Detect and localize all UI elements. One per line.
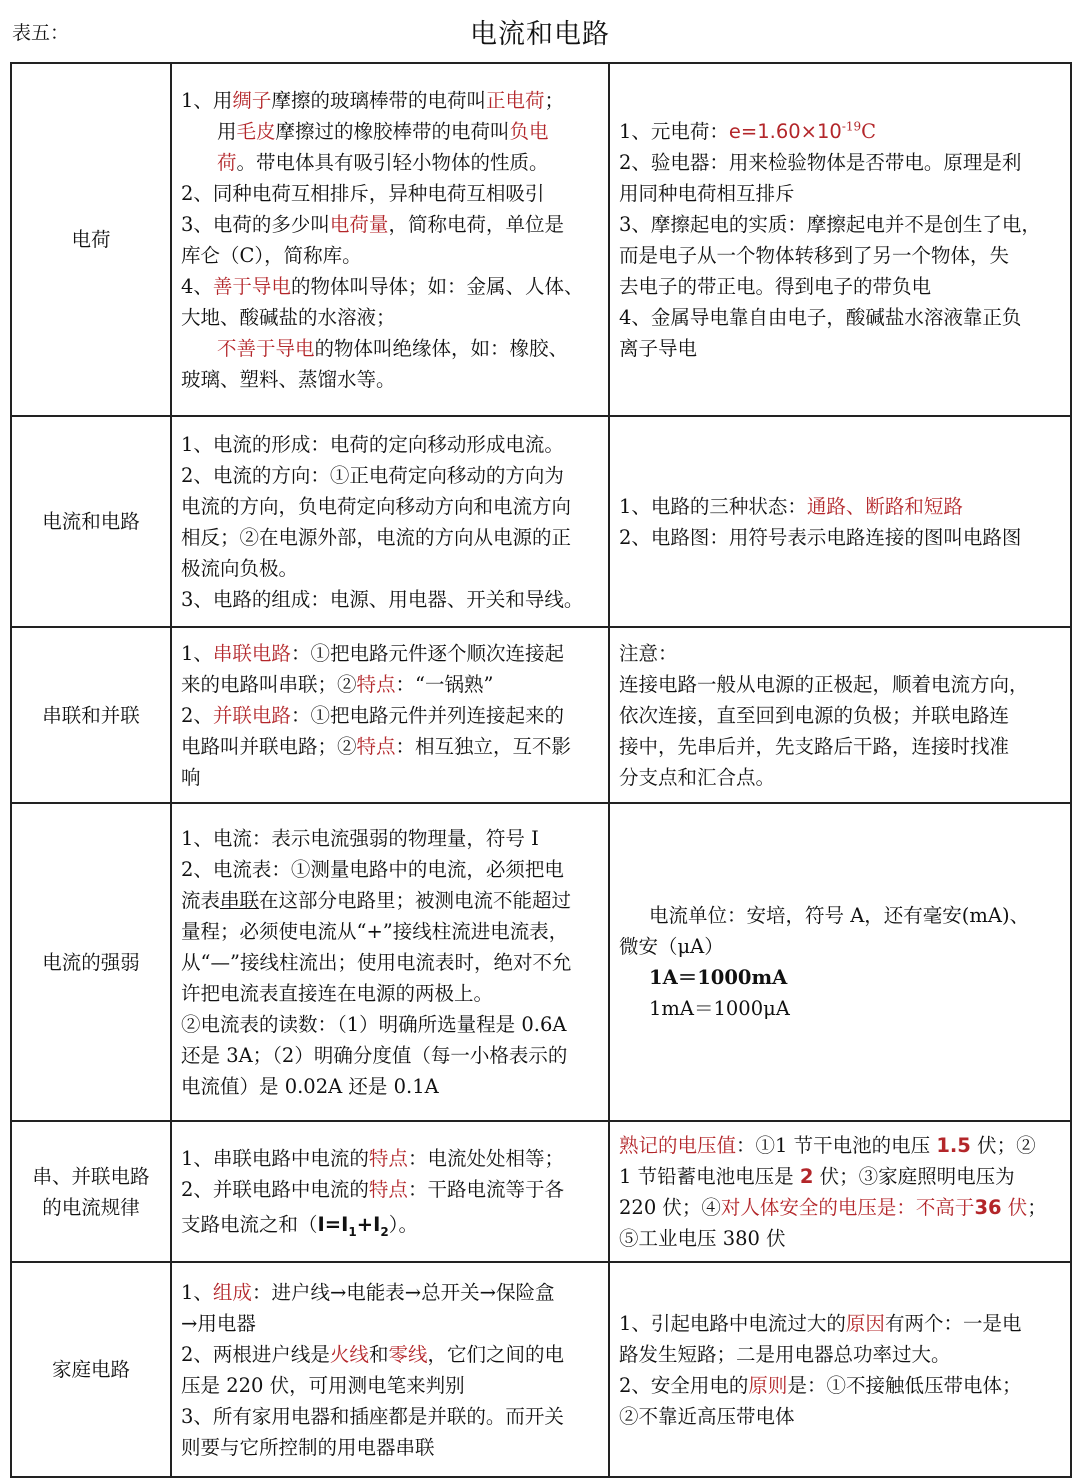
cell-content-b	[609, 1121, 1071, 1262]
table-label: 表五：	[12, 22, 70, 44]
cell-content-a	[171, 1121, 609, 1262]
text-line: 量程；必须使电流从“+”接线柱流进电流表，	[181, 919, 569, 943]
text-line: 1、元电荷：$e=1.60\times 10^{-19}C$	[619, 119, 877, 143]
text-line: 4、善于导电的物体叫导体；如：金属、人体、	[181, 274, 584, 298]
text-line: 1、串联电路：①把电路元件逐个顺次连接起	[181, 641, 564, 665]
cell-content-b	[609, 1262, 1071, 1477]
text-line: 则要与它所控制的用电器串联	[181, 1435, 435, 1459]
text-line: 荷。带电体具有吸引轻小物体的性质。	[217, 150, 549, 174]
text-line: 1A＝1000mA	[649, 966, 788, 989]
cell-content-a	[171, 416, 609, 627]
table-row-household-circuit	[11, 1262, 1071, 1477]
text-line: 电流的方向，负电荷定向移动方向和电流方向	[181, 494, 572, 518]
page-title: 电流和电路	[470, 19, 610, 50]
text-line: 1、电流：表示电流强弱的物理量，符号 I	[181, 826, 539, 850]
text-line: 库仑（C），简称库。	[181, 243, 362, 267]
row-name: 家庭电路	[11, 1262, 171, 1477]
text-line: 极流向负极。	[181, 556, 299, 580]
cell-content-b	[609, 416, 1071, 627]
text-line: 用同种电荷相互排斥	[619, 181, 795, 205]
table-row-current-circuit	[11, 416, 1071, 627]
text-line: 4、金属导电靠自由电子，酸碱盐水溶液靠正负	[619, 305, 1022, 329]
row-name-line: 串、并联电路	[32, 1164, 150, 1188]
row-name: 电荷	[11, 63, 171, 416]
text-line: 1、电路的三种状态：通路、断路和短路	[619, 494, 963, 518]
text-line: 电流值）是 0.02A 还是 0.1A	[181, 1074, 439, 1098]
summary-table	[10, 62, 1072, 1478]
table-row-current-strength	[11, 803, 1071, 1121]
text-line: 从“—”接线柱流出；使用电流表时，绝对不允	[181, 950, 572, 974]
text-line: 2、安全用电的原则是：①不接触低压带电体；	[619, 1373, 1022, 1397]
text-line: 去电子的带正电。得到电子的带负电	[619, 274, 932, 298]
text-line: 许把电流表直接连在电源的两极上。	[181, 981, 494, 1005]
table-row-series-parallel	[11, 627, 1071, 803]
text-line: 相反；②在电源外部，电流的方向从电源的正	[181, 525, 572, 549]
text-line: 大地、酸碱盐的水溶液；	[181, 305, 396, 329]
cell-content-b	[609, 627, 1071, 803]
text-line: 2、电流表：①测量电路中的电流，必须把电	[181, 857, 564, 881]
cell-content-a	[171, 627, 609, 803]
text-line: ②不靠近高压带电体	[619, 1404, 795, 1428]
text-line: 而是电子从一个物体转移到了另一个物体，失	[619, 243, 1010, 267]
row-name: 电流的强弱	[11, 803, 171, 1121]
text-line: 3、摩擦起电的实质：摩擦起电并不是创生了电，	[619, 212, 1041, 236]
text-line: 流表串联在这部分电路里；被测电流不能超过	[181, 888, 572, 912]
text-line: 压是 220 伏，可用测电笔来判别	[181, 1373, 465, 1397]
text-line: ⑤工业电压 380 伏	[619, 1226, 786, 1250]
table-row-charge	[11, 63, 1071, 416]
text-line: 来的电路叫串联；②特点：“一锅熟”	[181, 672, 494, 696]
text-line: 2、两根进户线是火线和零线，它们之间的电	[181, 1342, 564, 1366]
text-line: 电流单位：安培，符号 A，还有毫安(mA)、	[649, 904, 1030, 927]
text-line: 支路电流之和$(I=I_1+I_2)$。	[181, 1213, 418, 1239]
text-line: 1、组成：进户线→电能表→总开关→保险盒	[181, 1280, 555, 1304]
text-line: 2、电流的方向：①正电荷定向移动的方向为	[181, 463, 564, 487]
text-line: 分支点和汇合点。	[619, 765, 776, 789]
text-line: 微安（μA）	[619, 935, 724, 958]
row-name-line: 的电流规律	[42, 1195, 140, 1219]
text-line: 1mA＝1000μA	[649, 997, 790, 1020]
text-line: 接中，先串后并，先支路后干路，连接时找准	[619, 734, 1010, 758]
text-line: 玻璃、塑料、蒸馏水等。	[181, 367, 396, 391]
row-name: 电流和电路	[11, 416, 171, 627]
text-line: 3、所有家用电器和插座都是并联的。而开关	[181, 1404, 564, 1428]
text-line: 2、电路图：用符号表示电路连接的图叫电路图	[619, 525, 1022, 549]
cell-content-b	[609, 803, 1071, 1121]
text-line: 2、同种电荷互相排斥，异种电荷互相吸引	[181, 181, 545, 205]
text-line: 熟记的电压值：①1 节干电池的电压 1.5 伏；②	[619, 1133, 1036, 1157]
text-line: 2、并联电路中电流的特点：干路电流等于各	[181, 1178, 564, 1201]
text-line: 用毛皮摩擦过的橡胶棒带的电荷叫负电	[217, 119, 549, 143]
text-line: 1、用绸子摩擦的玻璃棒带的电荷叫正电荷；	[181, 88, 564, 112]
text-line: ②电流表的读数：（1）明确所选量程是 0.6A	[181, 1012, 567, 1036]
text-line: 3、电荷的多少叫电荷量，简称电荷，单位是	[181, 212, 564, 236]
text-line: 1、电流的形成：电荷的定向移动形成电流。	[181, 432, 564, 456]
row-name: 串联和并联	[11, 627, 171, 803]
text-line: 路发生短路；二是用电器总功率过大。	[619, 1342, 951, 1366]
text-line: 220 伏；④对人体安全的电压是：不高于36 伏；	[619, 1195, 1047, 1219]
text-line: 依次连接，直至回到电源的负极；并联电路连	[619, 703, 1010, 727]
text-line: 电路叫并联电路；②特点：相互独立，互不影	[181, 734, 572, 758]
text-line: 2、并联电路：①把电路元件并列连接起来的	[181, 703, 564, 727]
text-line: 1 节铅蓄电池电压是 2 伏；③家庭照明电压为	[619, 1164, 1015, 1188]
text-line: 3、电路的组成：电源、用电器、开关和导线。	[181, 587, 584, 611]
text-line: 连接电路一般从电源的正极起，顺着电流方向，	[619, 672, 1029, 696]
text-line: 2、验电器：用来检验物体是否带电。原理是利	[619, 150, 1022, 174]
text-line: 1、串联电路中电流的特点：电流处处相等；	[181, 1147, 564, 1170]
text-line: 不善于导电的物体叫绝缘体，如：橡胶、	[217, 336, 569, 360]
text-line: 1、引起电路中电流过大的原因有两个：一是电	[619, 1311, 1022, 1335]
header	[0, 0, 1080, 62]
row-name	[11, 1121, 171, 1262]
cell-content-a	[171, 803, 609, 1121]
table-row-current-rules	[11, 1121, 1071, 1262]
text-line: 响	[181, 765, 201, 789]
text-line: 注意：	[619, 641, 678, 665]
text-line: →用电器	[181, 1311, 256, 1335]
text-line: 离子导电	[619, 336, 698, 360]
cell-content-b	[609, 63, 1071, 416]
cell-content-a	[171, 63, 609, 416]
text-line: 还是 3A；（2）明确分度值（每一小格表示的	[181, 1043, 568, 1067]
cell-content-a	[171, 1262, 609, 1477]
